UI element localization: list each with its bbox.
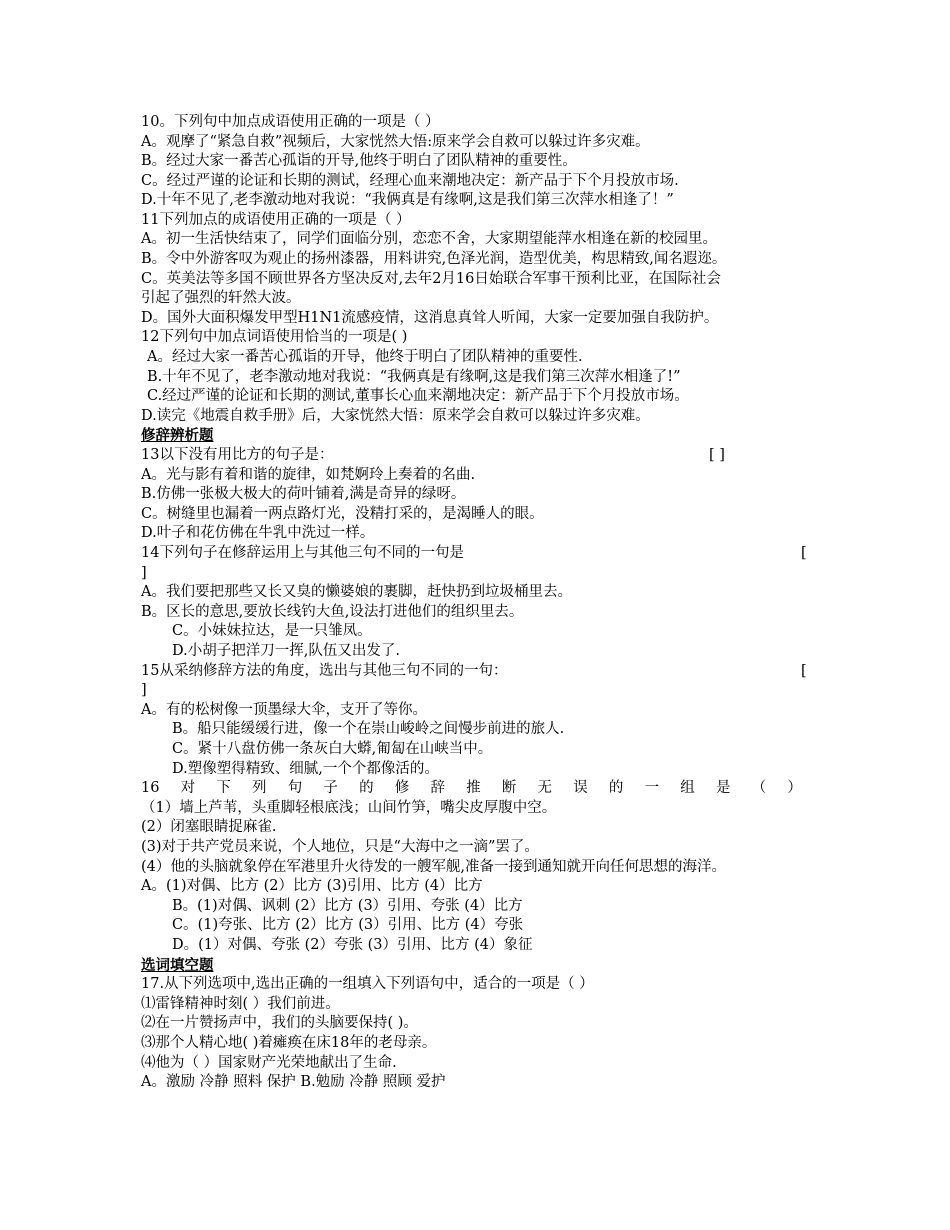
q15-option-a: A。有的松树像一顶墨绿大伞，支开了等你。 <box>141 702 427 718</box>
q15-option-b: B。船只能缓缓行进，像一个在崇山峻岭之间慢步前进的旅人. <box>172 721 565 737</box>
q14-stem <box>141 544 811 564</box>
section-heading-word-choice: 选词填空题 <box>141 957 214 974</box>
q16-stem-char: 下 <box>216 780 231 796</box>
q13-option-c: C。树缝里也漏着一两点路灯光，没精打采的，是渴睡人的眼。 <box>141 506 544 522</box>
q15-stem-text: 15从采纳修辞方法的角度，选出与其他三句不同的一句： <box>141 663 508 679</box>
q14-option-d: D.小胡子把洋刀一挥,队伍又出发了. <box>172 643 400 659</box>
q16-stem-char: 列 <box>252 780 267 796</box>
q13-stem-text: 13以下没有用比方的句子是： <box>141 447 334 463</box>
q16-option-b: B。(1)对偶、讽刺 (2）比方 (3）引用、夸张 (4）比方 <box>172 898 523 914</box>
q16-stem-char: 无 <box>537 780 553 796</box>
q12-option-b: B.十年不见了，老李激动地对我说：“我俩真是有缘啊,这是我们第三次萍水相逢了!” <box>147 369 681 385</box>
q14-stem-text: 14下列句子在修辞运用上与其他三句不同的一句是 <box>141 545 464 561</box>
q16-stem-char: 是 <box>715 780 731 796</box>
q10-option-d: D.十年不见了,老李激动地对我说：“我俩真是有缘啊,这是我们第三次萍水相逢了！” <box>141 192 674 208</box>
q14-bracket-close: ] <box>141 565 147 581</box>
q14-bracket-open: [ <box>801 545 807 561</box>
q17-sentence-1: ⑴雷锋精神时刻( ）我们前进。 <box>141 996 340 1012</box>
q17-stem: 17.从下列选项中,选出正确的一组填入下列语句中，适合的一项是（ ） <box>141 976 594 992</box>
q16-stem-char: 断 <box>501 780 517 796</box>
q16-sentence-4: (4）他的头脑就象停在军港里升火待发的一艘军舰,准备一接到通知就开向任何思想的海洋。 <box>141 859 726 875</box>
q16-stem-char: 组 <box>680 780 695 796</box>
q11-stem: 11下列加点的成语使用正确的一项是（ ） <box>141 212 411 228</box>
q16-stem-char: 辞 <box>430 780 445 796</box>
q16-stem-char: 的 <box>359 780 374 796</box>
q13-option-b: B.仿佛一张极大极大的荷叶铺着,满是奇异的绿呀。 <box>141 486 466 502</box>
q16-sentence-1: （1）墙上芦苇，头重脚轻根底浅；山间竹笋，嘴尖皮厚腹中空。 <box>141 800 557 816</box>
q13-option-a: A。光与影有着和谐的旋律，如梵婀玲上奏着的名曲. <box>141 467 476 483</box>
q15-option-d: D.塑像塑得精致、细腻,一个个都像活的。 <box>172 761 439 777</box>
q16-stem-char: 对 <box>180 780 196 796</box>
q16-stem-char: 一 <box>644 780 660 796</box>
q16-stem-char: 推 <box>466 780 481 796</box>
q12-option-c: C.经过严谨的论证和长期的测试,董事长心血来潮地决定：新产品于下个月投放市场。 <box>147 388 689 404</box>
q16-stem-char: 修 <box>394 780 410 796</box>
q10-option-b: B。经过大家一番苦心孤诣的开导,他终于明白了团队精神的重要性。 <box>141 153 577 169</box>
q10-option-c: C。经过严谨的论证和长期的测试，经理心血来潮地决定：新产品于下个月投放市场. <box>141 173 679 189</box>
q16-option-d: D。(1）对偶、夸张 (2）夸张 (3）引用、比方 (4）象征 <box>172 937 533 953</box>
q17-options-a-b: A。激励 冷静 照料 保护 B.勉励 冷静 照顾 爱护 <box>141 1074 446 1090</box>
q16-stem <box>141 779 802 799</box>
q17-sentence-2: ⑵在一片赞扬声中，我们的头脑要保持( )。 <box>141 1015 418 1031</box>
q16-stem-char: ） <box>787 780 802 796</box>
q14-option-a: A。我们要把那些又长又臭的懒婆娘的裹脚，赶快扔到垃圾桶里去。 <box>141 584 572 600</box>
q17-sentence-3: ⑶那个人精心地( )着瘫痪在床18年的老母亲。 <box>141 1035 437 1051</box>
q12-stem: 12下列句中加点词语使用恰当的一项是( ) <box>141 329 408 345</box>
q16-stem-char: 子 <box>323 780 338 796</box>
section-heading-rhetoric: 修辞辨析题 <box>141 427 214 444</box>
q10-stem: 10。下列句中加点成语使用正确的一项是（ ） <box>141 114 440 130</box>
q16-stem-char: 句 <box>287 780 303 796</box>
q14-option-b: B。区长的意思,要放长线钓大鱼,设法打进他们的组织里去。 <box>141 604 524 620</box>
q12-option-d: D.读完《地震自救手册》后，大家恍然大悟：原来学会自救可以躲过许多灾难。 <box>141 408 650 424</box>
q13-stem <box>141 446 811 466</box>
q15-option-c: C。紧十八盘仿佛一条灰白大蟒,匍匐在山峡当中。 <box>172 741 493 757</box>
q15-stem <box>141 662 811 682</box>
q12-option-a: A。经过大家一番苦心孤诣的开导，他终于明白了团队精神的重要性. <box>147 349 583 365</box>
q17-sentence-4: ⑷他为（ ）国家财产光荣地献出了生命. <box>141 1055 397 1071</box>
q11-option-d: D。国外大面积爆发甲型H1N1流感疫情，这消息真耸人听闻，大家一定要加强自我防护。 <box>141 310 719 326</box>
q11-option-a: A。初一生活快结束了，同学们面临分别，恋恋不舍，大家期望能萍水相逢在新的校园里。 <box>141 231 717 247</box>
q13-option-d: D.叶子和花仿佛在牛乳中洗过一样。 <box>141 525 375 541</box>
q16-sentence-3: (3)对于共产党员来说，个人地位，只是“大海中之一滴”罢了。 <box>141 839 539 855</box>
q16-sentence-2: (2）闭塞眼睛捉麻雀. <box>141 819 277 835</box>
q11-option-c: C。英美法等多国不顾世界各方坚决反对,去年2月16日始联合军事干预利比亚，在国际社会 <box>141 271 721 287</box>
q15-bracket-open: [ <box>801 663 807 679</box>
q16-stem-char: 误 <box>573 780 588 796</box>
q16-stem-char: 的 <box>608 780 624 796</box>
q15-bracket-close: ] <box>141 682 147 698</box>
q16-stem-char: （ <box>751 780 767 796</box>
q16-stem-char: 16 <box>141 780 160 796</box>
q11-option-b: B。令中外游客叹为观止的扬州漆器，用料讲究,色泽光润，造型优美，构思精致,闻名遐迩。 <box>141 251 727 267</box>
q13-answer-bracket: [ ] <box>709 447 725 463</box>
q16-option-c: C。(1)夸张、比方 (2）比方 (3）引用、比方 (4）夸张 <box>172 917 524 933</box>
q14-option-c: C。小妹妹拉达，是一只雏凤。 <box>172 623 372 639</box>
q11-option-c-cont: 引起了强烈的轩然大波。 <box>141 290 301 306</box>
q10-option-a: A。观摩了“紧急自救”视频后，大家恍然大悟:原来学会自救可以躲过许多灾难。 <box>141 134 650 150</box>
q16-option-a: A。(1)对偶、比方 (2）比方 (3)引用、比方 (4）比方 <box>141 878 483 894</box>
